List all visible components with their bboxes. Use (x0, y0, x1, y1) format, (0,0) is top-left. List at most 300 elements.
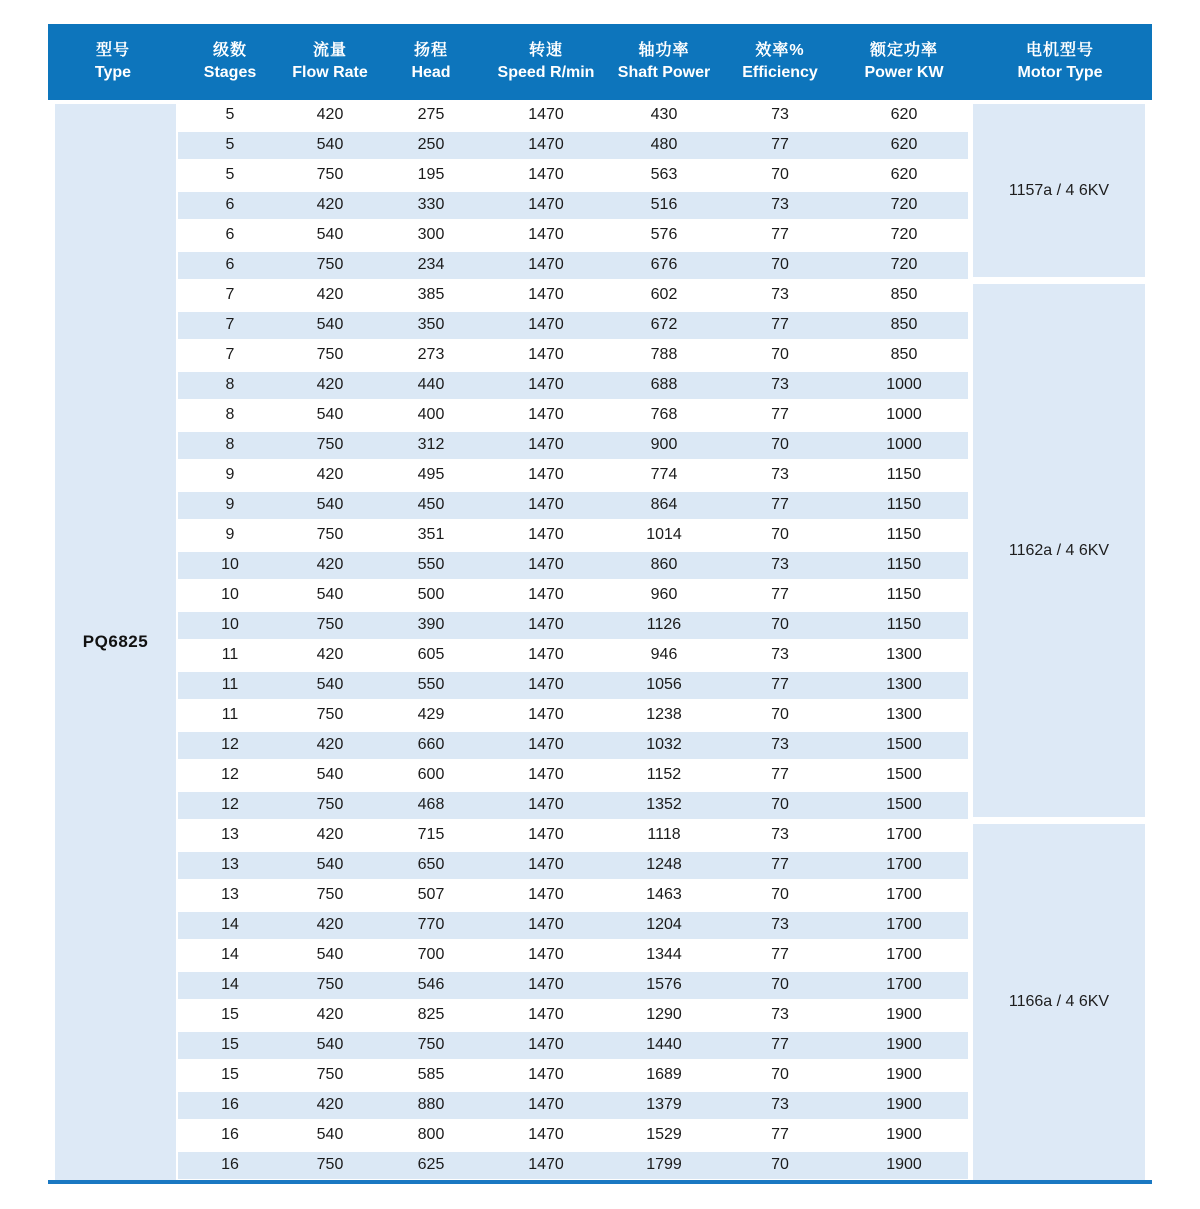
cell-power_kw: 620 (890, 166, 918, 183)
cell-flow_rate: 420 (316, 826, 344, 843)
cell-speed: 1470 (528, 856, 564, 873)
cell-speed: 1470 (528, 706, 564, 723)
cell-efficiency: 73 (771, 556, 789, 573)
cell-head: 330 (417, 196, 445, 213)
cell-flow_rate: 540 (316, 676, 344, 693)
cell-efficiency: 70 (771, 886, 789, 903)
cell-efficiency: 77 (771, 226, 789, 243)
cell-power_kw: 1500 (886, 796, 922, 813)
cell-flow_rate: 420 (316, 646, 344, 663)
cell-head: 550 (417, 556, 445, 573)
cell-efficiency: 70 (771, 616, 789, 633)
cell-power_kw: 1700 (886, 976, 922, 993)
cell-shaft_power: 774 (650, 466, 678, 483)
table-row (178, 400, 968, 430)
cell-speed: 1470 (528, 376, 564, 393)
cell-power_kw: 1700 (886, 826, 922, 843)
cell-shaft_power: 1290 (646, 1006, 682, 1023)
cell-efficiency: 73 (771, 286, 789, 303)
cell-head: 273 (417, 346, 445, 363)
cell-head: 385 (417, 286, 445, 303)
cell-speed: 1470 (528, 916, 564, 933)
cell-head: 825 (417, 1006, 445, 1023)
cell-flow_rate: 420 (316, 376, 344, 393)
cell-power_kw: 620 (890, 136, 918, 153)
cell-head: 546 (417, 976, 445, 993)
cell-stages: 16 (221, 1096, 239, 1113)
cell-efficiency: 70 (771, 1156, 789, 1173)
table-row (178, 430, 968, 460)
cell-head: 800 (417, 1126, 445, 1143)
cell-power_kw: 1150 (886, 526, 922, 543)
cell-power_kw: 1000 (886, 436, 922, 453)
col-header-speed-cn: 转速 (528, 42, 563, 60)
cell-efficiency: 77 (771, 1036, 789, 1053)
cell-head: 429 (417, 706, 445, 723)
cell-shaft_power: 1152 (646, 766, 682, 783)
cell-power_kw: 1300 (886, 646, 922, 663)
cell-head: 550 (417, 676, 445, 693)
cell-stages: 13 (221, 886, 239, 903)
cell-power_kw: 1300 (886, 676, 922, 693)
cell-speed: 1470 (528, 166, 564, 183)
cell-speed: 1470 (528, 466, 564, 483)
cell-power_kw: 1900 (886, 1036, 922, 1053)
motor-type-label: 1162a / 4 6KV (1008, 541, 1110, 559)
cell-efficiency: 70 (771, 436, 789, 453)
cell-efficiency: 77 (771, 316, 789, 333)
table-row (178, 100, 968, 130)
cell-shaft_power: 1204 (646, 916, 682, 933)
table-header (48, 24, 1152, 100)
cell-flow_rate: 540 (316, 496, 344, 513)
cell-flow_rate: 540 (316, 136, 344, 153)
pump-model-label: PQ6825 (82, 632, 149, 651)
cell-head: 300 (417, 226, 445, 243)
cell-shaft_power: 1529 (646, 1126, 682, 1143)
motor-type-cell (973, 104, 1145, 277)
cell-speed: 1470 (528, 1066, 564, 1083)
table-row (178, 790, 968, 820)
cell-shaft_power: 688 (650, 376, 678, 393)
cell-head: 234 (417, 256, 445, 273)
cell-efficiency: 70 (771, 976, 789, 993)
cell-power_kw: 850 (890, 286, 918, 303)
cell-shaft_power: 672 (650, 316, 678, 333)
cell-shaft_power: 1379 (646, 1096, 682, 1113)
cell-stages: 9 (225, 526, 235, 543)
cell-shaft_power: 946 (650, 646, 678, 663)
table-row (178, 220, 968, 250)
cell-efficiency: 77 (771, 946, 789, 963)
table-row (178, 970, 968, 1000)
col-header-head (378, 24, 484, 100)
cell-flow_rate: 750 (316, 616, 344, 633)
cell-head: 700 (417, 946, 445, 963)
cell-speed: 1470 (528, 406, 564, 423)
table-row (178, 1120, 968, 1150)
col-header-efficiency-cn: 效率% (755, 42, 805, 60)
cell-speed: 1470 (528, 586, 564, 603)
cell-speed: 1470 (528, 1126, 564, 1143)
table-row (178, 1090, 968, 1120)
cell-stages: 16 (221, 1156, 239, 1173)
cell-stages: 12 (221, 796, 239, 813)
cell-shaft_power: 1032 (646, 736, 682, 753)
col-header-power-kw-en: Power KW (864, 64, 944, 81)
cell-stages: 15 (221, 1066, 239, 1083)
table-bottom-rule (48, 1180, 1152, 1184)
cell-speed: 1470 (528, 976, 564, 993)
cell-shaft_power: 1463 (646, 886, 682, 903)
table-row (178, 280, 968, 310)
cell-efficiency: 77 (771, 676, 789, 693)
cell-head: 880 (417, 1096, 445, 1113)
cell-head: 600 (417, 766, 445, 783)
cell-speed: 1470 (528, 286, 564, 303)
table-row (178, 520, 968, 550)
cell-shaft_power: 1126 (646, 616, 682, 633)
cell-speed: 1470 (528, 226, 564, 243)
cell-efficiency: 77 (771, 496, 789, 513)
cell-flow_rate: 540 (316, 406, 344, 423)
cell-speed: 1470 (528, 496, 564, 513)
cell-speed: 1470 (528, 346, 564, 363)
cell-head: 715 (417, 826, 445, 843)
cell-stages: 5 (225, 166, 235, 183)
table-row (178, 340, 968, 370)
cell-flow_rate: 420 (316, 1096, 344, 1113)
cell-speed: 1470 (528, 106, 564, 123)
cell-speed: 1470 (528, 1096, 564, 1113)
col-header-type-en: Type (94, 64, 132, 81)
cell-speed: 1470 (528, 136, 564, 153)
cell-head: 585 (417, 1066, 445, 1083)
cell-speed: 1470 (528, 736, 564, 753)
cell-shaft_power: 1238 (646, 706, 682, 723)
motor-type-column (968, 100, 1152, 1180)
cell-power_kw: 620 (890, 106, 918, 123)
cell-power_kw: 1900 (886, 1096, 922, 1113)
cell-head: 650 (417, 856, 445, 873)
table-row (178, 760, 968, 790)
cell-head: 605 (417, 646, 445, 663)
cell-flow_rate: 750 (316, 436, 344, 453)
pump-specification-table (48, 24, 1152, 1184)
cell-flow_rate: 420 (316, 916, 344, 933)
cell-stages: 10 (221, 556, 239, 573)
cell-flow_rate: 750 (316, 166, 344, 183)
cell-flow_rate: 750 (316, 706, 344, 723)
cell-speed: 1470 (528, 946, 564, 963)
cell-power_kw: 1000 (886, 406, 922, 423)
table-row (178, 730, 968, 760)
cell-stages: 7 (225, 346, 235, 363)
cell-shaft_power: 864 (650, 496, 678, 513)
cell-efficiency: 73 (771, 736, 789, 753)
cell-head: 275 (417, 106, 445, 123)
table-row (178, 640, 968, 670)
col-header-type (48, 24, 178, 100)
cell-efficiency: 70 (771, 256, 789, 273)
cell-speed: 1470 (528, 826, 564, 843)
cell-shaft_power: 602 (650, 286, 678, 303)
cell-shaft_power: 768 (650, 406, 678, 423)
table-row (178, 610, 968, 640)
col-header-stages (178, 24, 282, 100)
cell-head: 625 (417, 1156, 445, 1173)
cell-stages: 10 (221, 586, 239, 603)
col-header-speed (484, 24, 608, 100)
cell-efficiency: 77 (771, 766, 789, 783)
cell-speed: 1470 (528, 316, 564, 333)
table-row (178, 940, 968, 970)
cell-shaft_power: 1799 (646, 1156, 682, 1173)
type-cell (55, 104, 176, 1180)
cell-power_kw: 1700 (886, 886, 922, 903)
cell-efficiency: 73 (771, 1096, 789, 1113)
cell-head: 312 (417, 436, 445, 453)
cell-stages: 8 (225, 376, 235, 393)
table-row (178, 1060, 968, 1090)
cell-stages: 7 (225, 286, 235, 303)
table-row (178, 130, 968, 160)
cell-power_kw: 1900 (886, 1066, 922, 1083)
cell-speed: 1470 (528, 196, 564, 213)
col-header-shaft-power (608, 24, 720, 100)
cell-efficiency: 73 (771, 1006, 789, 1023)
cell-flow_rate: 420 (316, 466, 344, 483)
cell-shaft_power: 1576 (646, 976, 682, 993)
cell-head: 507 (417, 886, 445, 903)
cell-speed: 1470 (528, 796, 564, 813)
cell-flow_rate: 750 (316, 796, 344, 813)
cell-flow_rate: 750 (316, 1066, 344, 1083)
cell-speed: 1470 (528, 256, 564, 273)
cell-shaft_power: 960 (650, 586, 678, 603)
table-row (178, 1150, 968, 1180)
cell-efficiency: 77 (771, 1126, 789, 1143)
col-header-stages-cn: 级数 (212, 42, 247, 60)
col-header-efficiency (720, 24, 840, 100)
cell-stages: 11 (221, 646, 239, 663)
cell-head: 400 (417, 406, 445, 423)
cell-power_kw: 1300 (886, 706, 922, 723)
col-header-flow-rate-en: Flow Rate (292, 64, 368, 81)
cell-efficiency: 77 (771, 406, 789, 423)
cell-power_kw: 1500 (886, 736, 922, 753)
cell-head: 770 (417, 916, 445, 933)
col-header-shaft-power-en: Shaft Power (617, 64, 711, 81)
cell-speed: 1470 (528, 886, 564, 903)
cell-efficiency: 70 (771, 706, 789, 723)
table-row (178, 910, 968, 940)
motor-type-label: 1157a / 4 6KV (1008, 181, 1110, 199)
cell-stages: 8 (225, 406, 235, 423)
table-row (178, 460, 968, 490)
cell-shaft_power: 1352 (646, 796, 682, 813)
cell-shaft_power: 1440 (646, 1036, 682, 1053)
cell-flow_rate: 420 (316, 736, 344, 753)
cell-shaft_power: 516 (650, 196, 678, 213)
cell-speed: 1470 (528, 1036, 564, 1053)
cell-efficiency: 77 (771, 856, 789, 873)
col-header-speed-en: Speed R/min (497, 64, 595, 81)
cell-flow_rate: 540 (316, 1036, 344, 1053)
cell-flow_rate: 540 (316, 1126, 344, 1143)
cell-head: 440 (417, 376, 445, 393)
cell-stages: 12 (221, 766, 239, 783)
cell-stages: 10 (221, 616, 239, 633)
cell-efficiency: 73 (771, 826, 789, 843)
cell-speed: 1470 (528, 1156, 564, 1173)
table-row (178, 190, 968, 220)
table-row (178, 160, 968, 190)
cell-speed: 1470 (528, 1006, 564, 1023)
col-header-efficiency-en: Efficiency (742, 64, 818, 81)
table-row (178, 370, 968, 400)
cell-head: 750 (417, 1036, 445, 1053)
cell-shaft_power: 1248 (646, 856, 682, 873)
cell-speed: 1470 (528, 526, 564, 543)
table-row (178, 580, 968, 610)
cell-stages: 14 (221, 946, 239, 963)
cell-flow_rate: 750 (316, 886, 344, 903)
col-header-flow-rate-cn: 流量 (312, 42, 347, 60)
cell-power_kw: 850 (890, 316, 918, 333)
cell-shaft_power: 788 (650, 346, 678, 363)
table-row (178, 310, 968, 340)
table-row (178, 490, 968, 520)
cell-speed: 1470 (528, 556, 564, 573)
cell-efficiency: 73 (771, 376, 789, 393)
cell-stages: 12 (221, 736, 239, 753)
cell-flow_rate: 540 (316, 946, 344, 963)
cell-shaft_power: 1344 (646, 946, 682, 963)
cell-power_kw: 1900 (886, 1006, 922, 1023)
cell-stages: 6 (225, 226, 235, 243)
table-body (48, 100, 1152, 1180)
cell-power_kw: 1900 (886, 1156, 922, 1173)
cell-shaft_power: 900 (650, 436, 678, 453)
cell-flow_rate: 540 (316, 586, 344, 603)
cell-head: 195 (417, 166, 445, 183)
col-header-power-kw-cn: 额定功率 (869, 42, 938, 60)
table-row (178, 880, 968, 910)
cell-stages: 13 (221, 856, 239, 873)
cell-stages: 15 (221, 1006, 239, 1023)
cell-stages: 6 (225, 196, 235, 213)
table-row (178, 700, 968, 730)
col-header-head-cn: 扬程 (413, 42, 448, 60)
cell-power_kw: 1700 (886, 856, 922, 873)
cell-power_kw: 1900 (886, 1126, 922, 1143)
cell-shaft_power: 676 (650, 256, 678, 273)
cell-stages: 15 (221, 1036, 239, 1053)
cell-shaft_power: 860 (650, 556, 678, 573)
cell-speed: 1470 (528, 676, 564, 693)
col-header-shaft-power-cn: 轴功率 (638, 42, 690, 60)
cell-shaft_power: 1056 (646, 676, 682, 693)
cell-speed: 1470 (528, 616, 564, 633)
table-row (178, 250, 968, 280)
cell-stages: 5 (225, 136, 235, 153)
cell-power_kw: 720 (890, 196, 918, 213)
cell-speed: 1470 (528, 646, 564, 663)
cell-head: 468 (417, 796, 445, 813)
cell-power_kw: 1150 (886, 466, 922, 483)
table-row (178, 1030, 968, 1060)
cell-flow_rate: 540 (316, 856, 344, 873)
cell-head: 351 (417, 526, 445, 543)
type-column (48, 100, 178, 1180)
cell-head: 250 (417, 136, 445, 153)
cell-power_kw: 1700 (886, 916, 922, 933)
col-header-head-en: Head (411, 64, 451, 81)
cell-stages: 7 (225, 316, 235, 333)
table-row (178, 850, 968, 880)
col-header-stages-en: Stages (203, 64, 257, 81)
cell-head: 660 (417, 736, 445, 753)
cell-power_kw: 1150 (886, 616, 922, 633)
cell-efficiency: 70 (771, 346, 789, 363)
cell-efficiency: 73 (771, 916, 789, 933)
cell-flow_rate: 540 (316, 226, 344, 243)
cell-stages: 13 (221, 826, 239, 843)
cell-stages: 14 (221, 916, 239, 933)
table-row (178, 550, 968, 580)
cell-speed: 1470 (528, 766, 564, 783)
cell-head: 495 (417, 466, 445, 483)
table-row (178, 670, 968, 700)
cell-flow_rate: 750 (316, 346, 344, 363)
cell-power_kw: 1500 (886, 766, 922, 783)
cell-efficiency: 73 (771, 646, 789, 663)
cell-shaft_power: 1689 (646, 1066, 682, 1083)
cell-power_kw: 1150 (886, 586, 922, 603)
data-rows (178, 100, 968, 1180)
cell-flow_rate: 750 (316, 976, 344, 993)
cell-stages: 6 (225, 256, 235, 273)
col-header-motor-type (968, 24, 1152, 100)
cell-shaft_power: 430 (650, 106, 678, 123)
cell-speed: 1470 (528, 436, 564, 453)
cell-flow_rate: 420 (316, 556, 344, 573)
cell-stages: 9 (225, 466, 235, 483)
cell-flow_rate: 420 (316, 106, 344, 123)
cell-shaft_power: 1014 (646, 526, 682, 543)
col-header-power-kw (840, 24, 968, 100)
motor-type-cell (973, 824, 1145, 1180)
cell-shaft_power: 1118 (647, 826, 681, 843)
cell-power_kw: 1700 (886, 946, 922, 963)
cell-efficiency: 73 (771, 196, 789, 213)
cell-shaft_power: 480 (650, 136, 678, 153)
table-row (178, 820, 968, 850)
cell-flow_rate: 750 (316, 256, 344, 273)
cell-flow_rate: 420 (316, 196, 344, 213)
cell-flow_rate: 540 (316, 766, 344, 783)
cell-flow_rate: 420 (316, 1006, 344, 1023)
cell-flow_rate: 750 (316, 1156, 344, 1173)
cell-power_kw: 720 (890, 256, 918, 273)
cell-stages: 11 (221, 706, 239, 723)
col-header-flow-rate (282, 24, 378, 100)
cell-stages: 5 (225, 106, 235, 123)
cell-stages: 16 (221, 1126, 239, 1143)
cell-head: 450 (417, 496, 445, 513)
cell-flow_rate: 420 (316, 286, 344, 303)
